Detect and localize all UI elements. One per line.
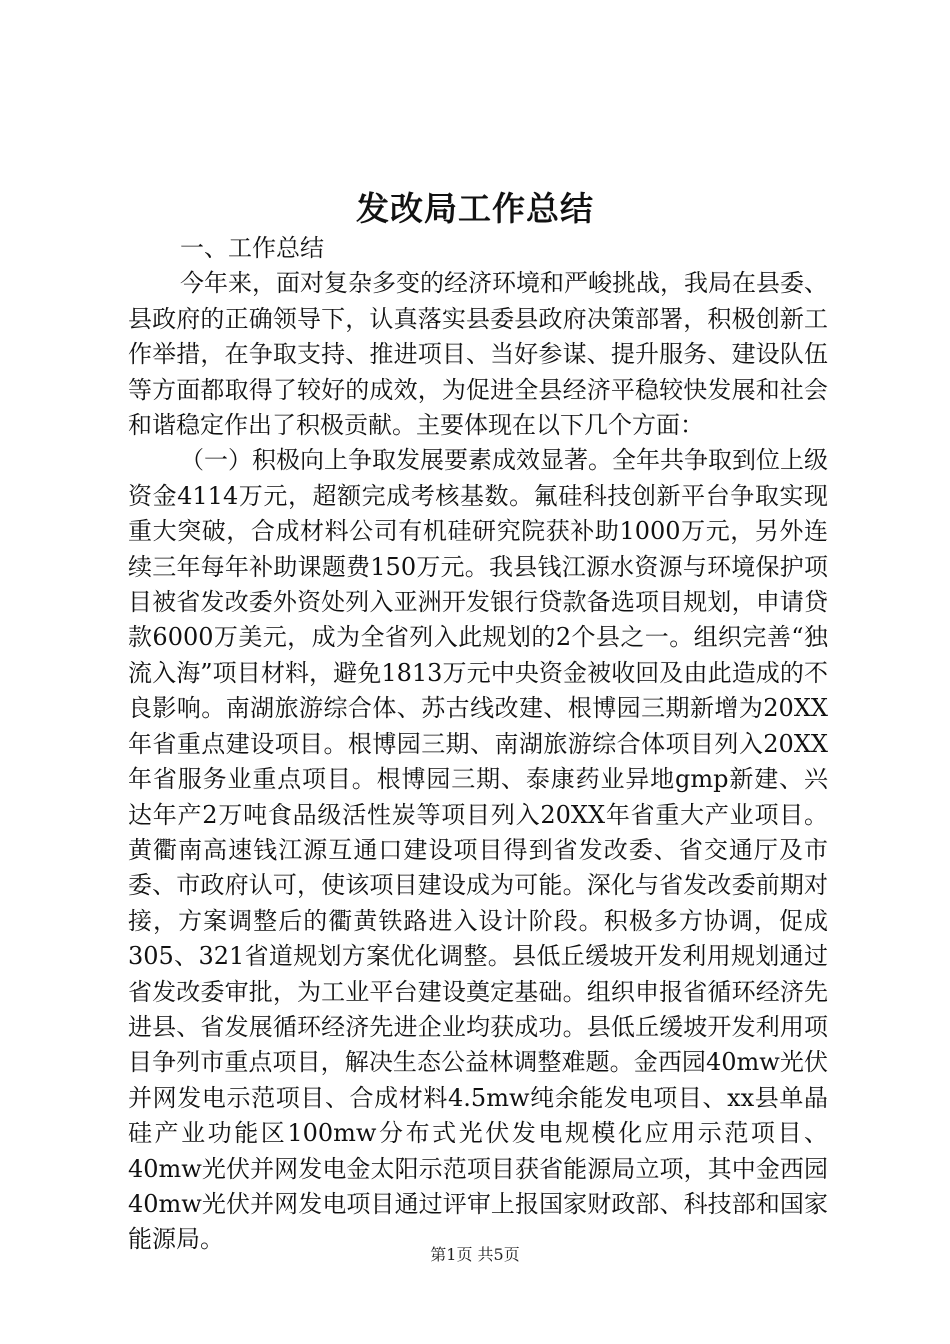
- document-body: [128, 231, 828, 1258]
- paragraph-intro: 今年来，面对复杂多变的经济环境和严峻挑战，我局在县委、县政府的正确领导下，认真落实县委县政府决策部署，积极创新工作举措，在争取支持、推进项目、当好参谋、提升服务、建设队伍等方面都取得了较好的成效，为促进全县经济平稳较快发展和社会和谐稳定作出了积极贡献。主要体现在以下几个方面：: [128, 269, 828, 440]
- section-heading: 一、工作总结: [180, 234, 324, 262]
- page-footer: 第1页 共5页: [430, 1245, 520, 1264]
- paragraph-item-1: （一）积极向上争取发展要素成效显著。全年共争取到位上级资金4114万元，超额完成考核基数。氟硅科技创新平台争取实现重大突破，合成材料公司有机硅研究院获补助1000万元，另外连续三年每年补助课题费150万元。我县钱江源水资源与环境保护项目被省发改委外资处列入亚洲开发银行贷款备选项目规划，申请贷款6000万美元，成为全省列入此规划的2个县之一。组织完善“独流入海”项目材料，避免1813万元中央资金被收回及由此造成的不良影响。南湖旅游综合体、苏古线改建、根博园三期新增为20XX年省重点建设项目。根博园三期、南湖旅游综合体项目列入20XX年省服务业重点项目。根博园三期、泰康药业异地gmp新建、兴达年产2万吨食品级活性炭等项目列入20XX年省重大产业项目。黄衢南高速钱江源互通口建设项目得到省发改委、省交通厅及市委、市政府认可，使该项目建设成为可能。深化与省发改委前期对接，方案调整后的衢黄铁路进入设计阶段。积极多方协调，促成305、321省道规划方案优化调整。县低丘缓坡开发利用规划通过省发改委审批，为工业平台建设奠定基础。组织申报省循环经济先进县、省发展循环经济先进企业均获成功。县低丘缓坡开发利用项目争列市重点项目，解决生态公益林调整难题。金西园40mw光伏并网发电示范项目、合成材料4.5mw纯余能发电项目、xx县单晶硅产业功能区100mw分布式光伏发电规模化应用示范项目、40mw光伏并网发电金太阳示范项目获省能源局立项，其中金西园40mw光伏并网发电项目通过评审上报国家财政部、科技部和国家能源局。: [128, 446, 828, 1254]
- document-title: 发改局工作总结: [356, 189, 594, 228]
